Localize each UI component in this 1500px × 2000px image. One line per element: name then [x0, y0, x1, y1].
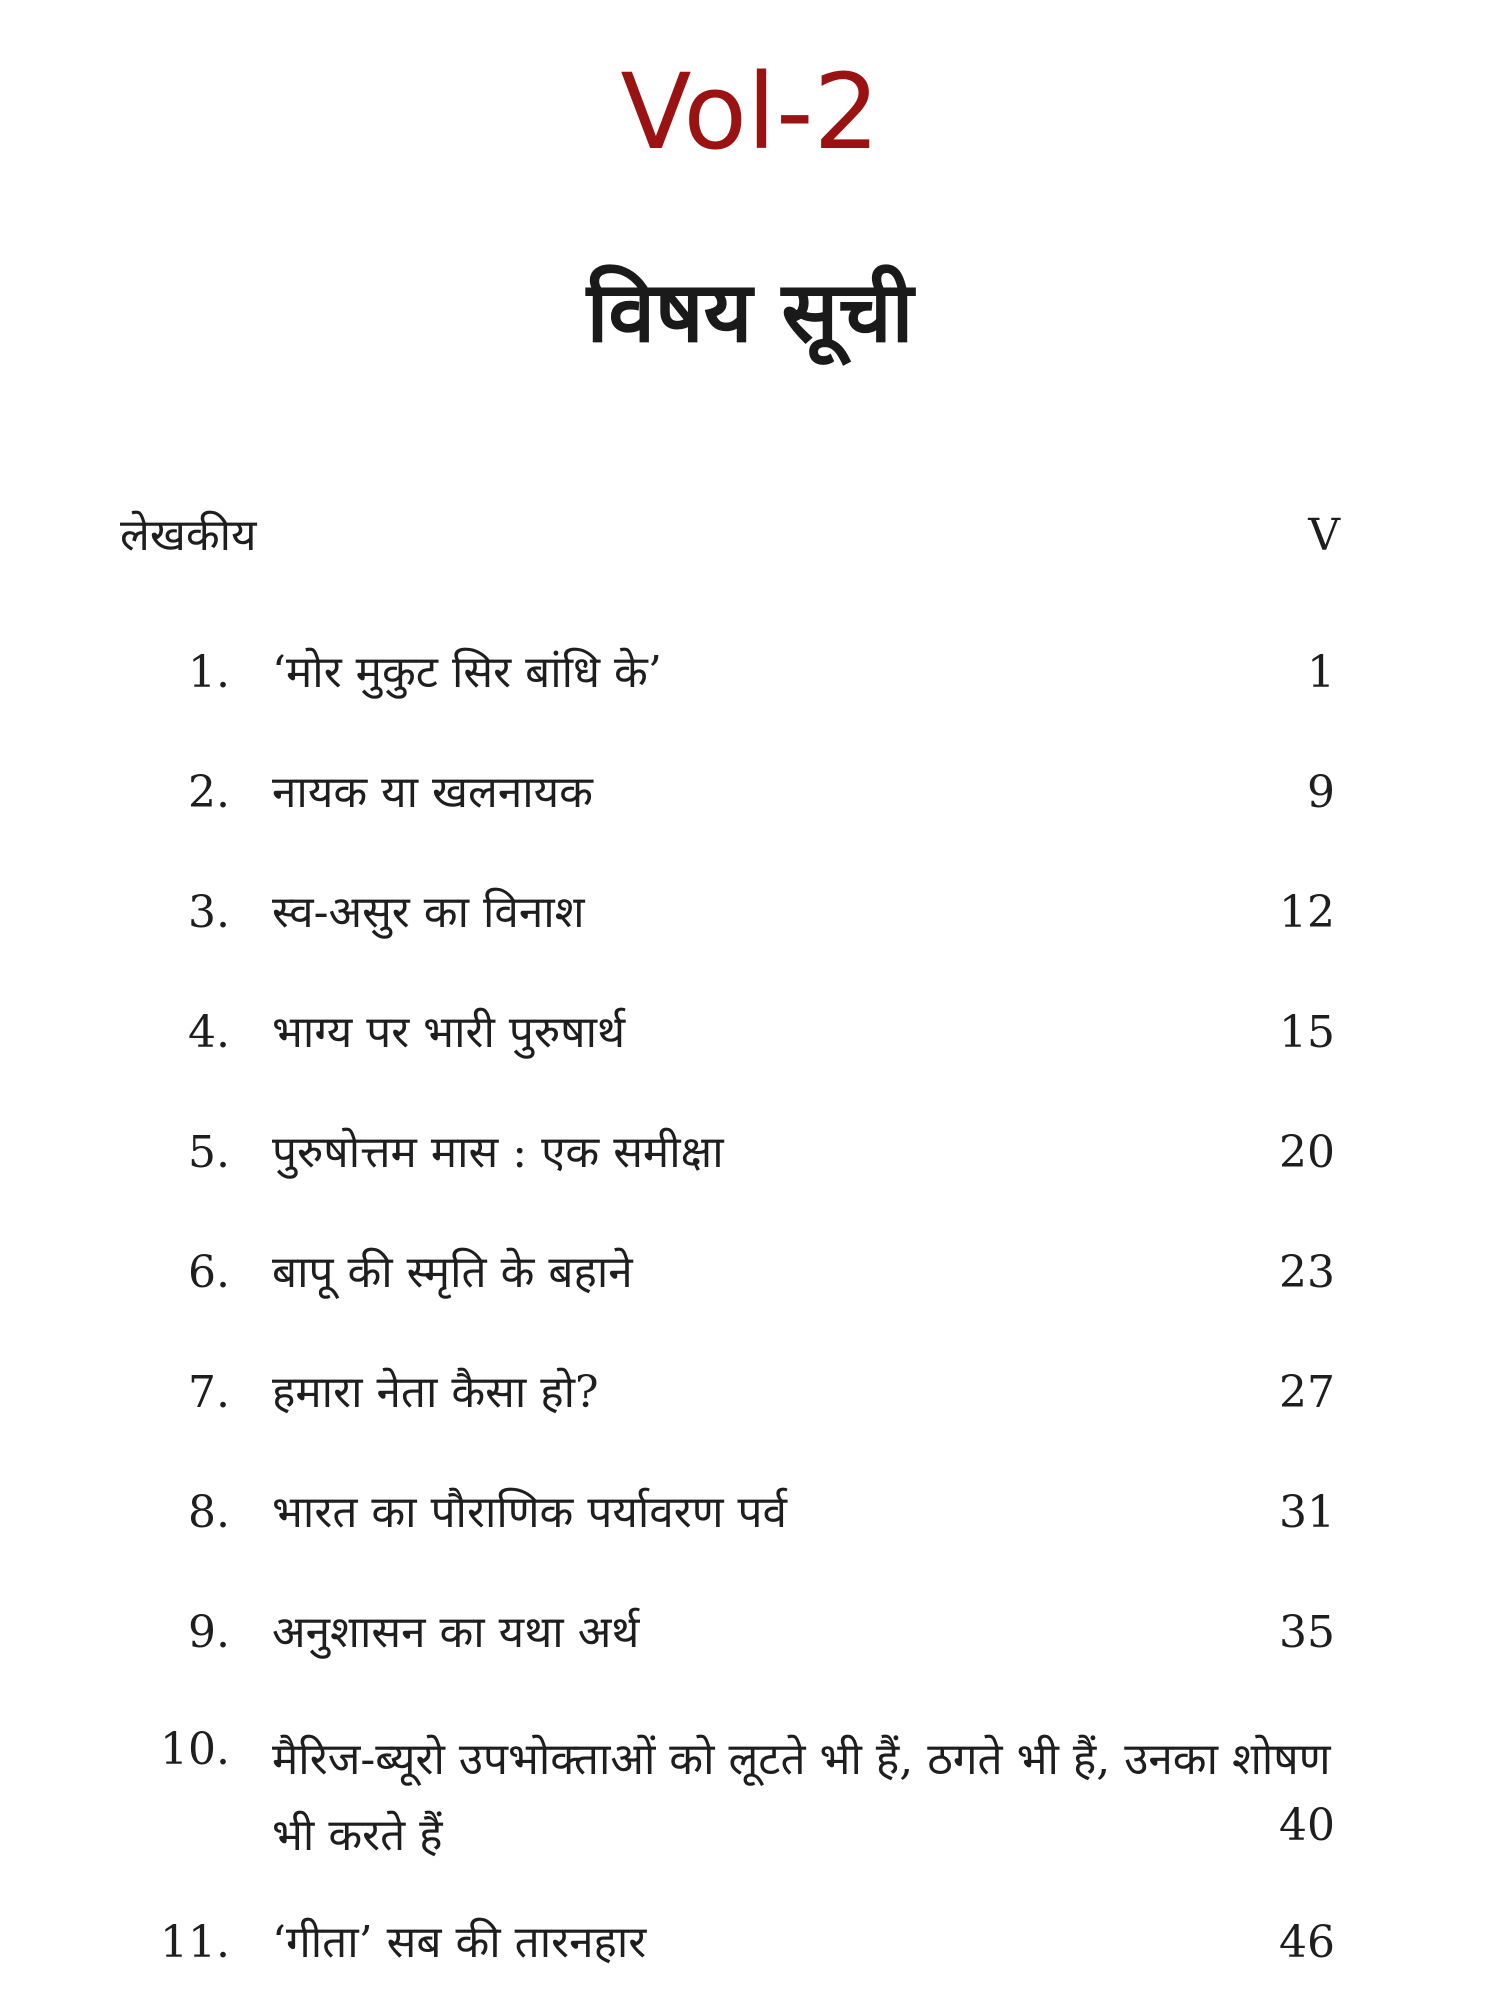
- toc-page-number: 23: [1279, 1247, 1335, 1298]
- volume-label: Vol-2: [620, 51, 880, 173]
- toc-number: 2.: [188, 767, 230, 818]
- toc-number: 7.: [188, 1367, 230, 1418]
- toc-number: 4.: [188, 1007, 230, 1058]
- toc-title: स्व-असुर का विनाश: [272, 887, 585, 938]
- toc-title: लेखकीय: [120, 510, 257, 561]
- toc-page-number: 40: [1279, 1800, 1335, 1851]
- toc-title: नायक या खलनायक: [272, 767, 593, 818]
- toc-title: मैरिज-ब्यूरो उपभोक्ताओं को लूटते भी हैं, ठगते भी हैं, उनका शोषण भी करते हैं: [272, 1734, 1331, 1861]
- toc-title: ‘गीता’ सब की तारनहार: [272, 1917, 647, 1968]
- toc-page-number: 46: [1279, 1917, 1335, 1968]
- toc-title: भाग्य पर भारी पुरुषार्थ: [272, 1007, 626, 1058]
- toc-number: 5.: [188, 1127, 230, 1178]
- toc-page-number: 35: [1279, 1607, 1335, 1658]
- toc-page-number: 15: [1279, 1007, 1335, 1058]
- toc-number: 6.: [188, 1247, 230, 1298]
- toc-page-number: V: [1308, 510, 1340, 561]
- toc-number: 1.: [188, 647, 230, 698]
- toc-page-number: 27: [1279, 1367, 1335, 1418]
- toc-number: 10.: [160, 1724, 230, 1775]
- toc-number: 8.: [188, 1487, 230, 1538]
- toc-title: हमारा नेता कैसा हो?: [272, 1367, 599, 1418]
- toc-number: 3.: [188, 887, 230, 938]
- toc-number: 9.: [188, 1607, 230, 1658]
- toc-page-number: 20: [1279, 1127, 1335, 1178]
- toc-page-number: 1: [1307, 647, 1335, 698]
- toc-page-number: 31: [1279, 1487, 1335, 1538]
- page-title: विषय सूची: [586, 263, 914, 361]
- toc-page-number: 12: [1279, 887, 1335, 938]
- toc-title: अनुशासन का यथा अर्थ: [272, 1607, 640, 1658]
- toc-page-number: 9: [1307, 767, 1335, 818]
- toc-title: ‘मोर मुकुट सिर बांधि के’: [272, 647, 662, 698]
- toc-title: बापू की स्मृति के बहाने: [272, 1247, 633, 1298]
- toc-title: भारत का पौराणिक पर्यावरण पर्व: [272, 1487, 787, 1538]
- toc-title: पुरुषोत्तम मास : एक समीक्षा: [272, 1127, 724, 1178]
- toc-number: 11.: [160, 1917, 230, 1968]
